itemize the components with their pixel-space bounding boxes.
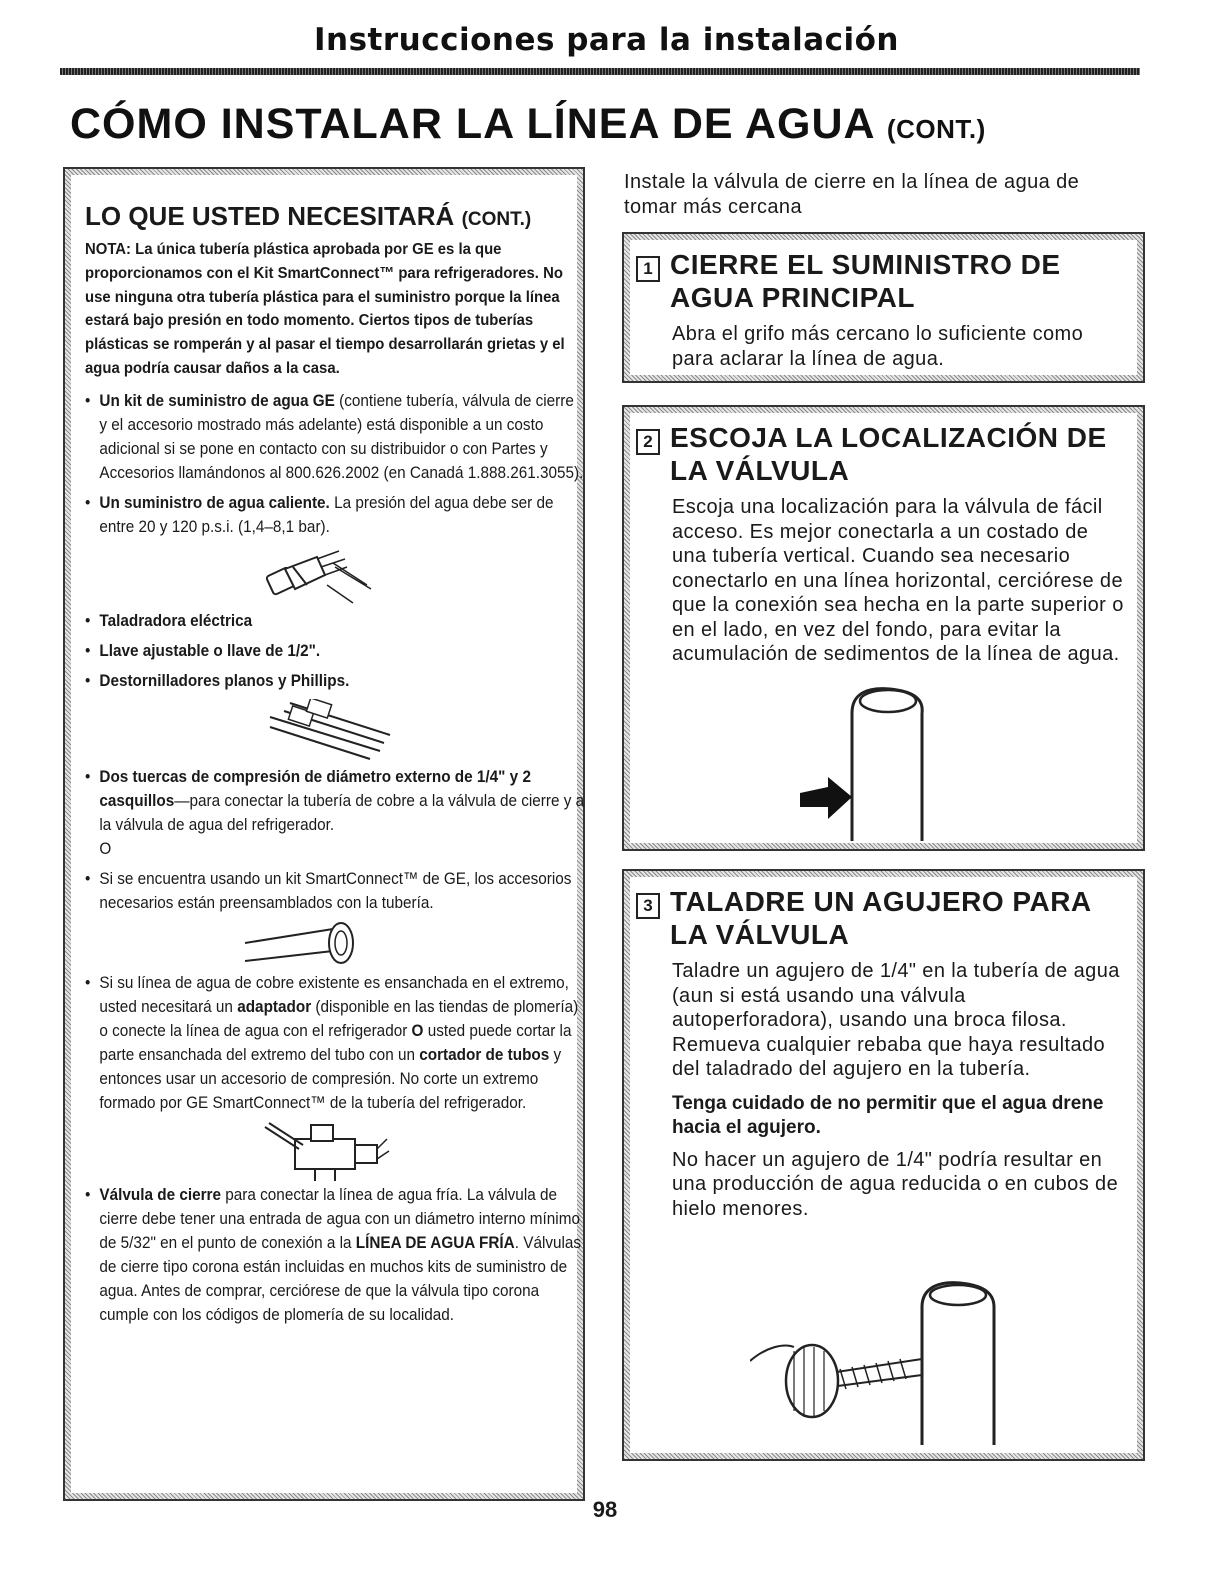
step-2-title: ESCOJA LA LOCALIZACIÓN DE LA VÁLVULA — [670, 422, 1107, 486]
electric-drill-icon — [255, 545, 395, 609]
bullet-icon: • — [85, 1184, 91, 1204]
step-3-panel — [622, 869, 1145, 1461]
item-bold: LÍNEA DE AGUA FRÍA — [355, 1232, 515, 1252]
intro-text: Instale la válvula de cierre en la línea de agua de tomar más cercana — [624, 171, 1080, 218]
list-item — [85, 867, 585, 915]
bullet-icon: • — [85, 390, 91, 410]
item-bold: Un suministro de agua caliente. — [99, 492, 330, 512]
or-label: O — [99, 838, 112, 858]
item-text: —para conectar la tubería de cobre a la válvula de cierre y a la válvula de agua del refrigerador. — [99, 790, 585, 834]
item-bold: Dos tuercas de compresión de diámetro externo de 1/4" y 2 casquillos — [99, 766, 531, 810]
item-bold: Un kit de suministro de agua GE — [99, 390, 335, 410]
bullet-icon: • — [85, 868, 91, 888]
item-bold: cortador de tubos — [419, 1044, 550, 1064]
list-item — [85, 491, 585, 539]
step-number-2: 2 — [636, 429, 660, 455]
list-item — [85, 609, 585, 633]
step-2-header — [636, 421, 1127, 487]
step-3-header — [636, 885, 1127, 951]
item-text: (contiene tubería, válvula de cierre y el accesorio mostrado más adelante) está disponible a un costo adicional si se pone en contacto con su distribuidor o con Partes y Accesorios llamándonos al 800.626.2002 (en Canadá 1.888.261.3055). — [99, 390, 584, 482]
step-2-body: Escoja una localización para la válvula de fácil acceso. Es mejor conectarla a un costado de una tubería vertical. Cuando sea necesario conectarlo en una línea horizontal, cerciórese de que la conexión sea hecha en la parte superior o en el lado, en vez del fondo, para evitar la acumulación de sedimentos de la línea de agua. — [672, 496, 1124, 665]
item-text: para conectar la línea de agua fría. La válvula de cierre debe tener una entrada de agua con un diámetro interno mínimo de 5/32" en el punto de conexión a la — [99, 1184, 580, 1252]
needs-panel — [63, 167, 585, 1501]
step-1-panel — [622, 232, 1145, 383]
item-text: Si su línea de agua de cobre existente es ensanchada en el extremo, usted necesitará un — [99, 972, 569, 1016]
list-item — [85, 389, 585, 485]
step-3-note: No hacer un agujero de 1/4" podría resultar en una producción de agua reducida o en cubos de hielo menores. — [672, 1148, 1119, 1220]
item-bold: O — [411, 1020, 424, 1040]
bullet-icon: • — [85, 492, 91, 512]
step-3-body: Taladre un agujero de 1/4" en la tubería de agua (aun si está usando una válvula autoperforadora), usando una broca filosa. Remueva cualquier rebaba que haya resultado del taladrado del agujero en la tubería. — [672, 960, 1120, 1080]
vertical-pipe-icon — [800, 673, 930, 843]
bullet-icon: • — [85, 766, 91, 786]
drill-pipe-icon — [750, 1277, 1010, 1447]
needs-heading-text: LO QUE USTED NECESITARÁ — [85, 201, 455, 231]
step-1-header — [636, 248, 1127, 314]
step-number-1: 1 — [636, 256, 660, 282]
item-bold: Taladradora eléctrica — [99, 610, 253, 630]
list-item — [85, 765, 585, 861]
item-text: La presión del agua debe ser de entre 20 y 120 p.s.i. (1,4–8,1 bar). — [99, 492, 554, 536]
item-text: . Válvulas de cierre tipo corona están incluidas en muchos kits de suministro de agua. Antes de comprar, cerciórese de que la válvula tipo corona cumple con los códigos de plomería de su localidad. — [99, 1232, 582, 1324]
step-1-title: CIERRE EL SUMINISTRO DE AGUA PRINCIPAL — [670, 249, 1061, 313]
list-item — [85, 1183, 585, 1327]
item-bold: Válvula de cierre — [99, 1184, 222, 1204]
item-bold: Llave ajustable o llave de 1/2". — [99, 640, 321, 660]
needs-heading-suffix: (CONT.) — [461, 209, 532, 230]
step-2-panel — [622, 405, 1145, 851]
header-divider — [60, 68, 1140, 75]
section-title-text: CÓMO INSTALAR LA LÍNEA DE AGUA — [70, 100, 874, 148]
compression-nuts-icon — [250, 699, 400, 765]
list-item — [85, 971, 585, 1115]
flared-tube-icon — [245, 921, 365, 971]
bullet-icon: • — [85, 640, 91, 660]
bullet-icon: • — [85, 670, 91, 690]
item-text: usted puede cortar la parte ensanchada del extremo del tubo con un — [99, 1020, 572, 1064]
item-bold: adaptador — [237, 996, 312, 1016]
step-number-3: 3 — [636, 893, 660, 919]
item-text: (disponible en las tiendas de plomería) o conecte la línea de agua con el refrigerador — [99, 996, 579, 1040]
section-title-suffix: (CONT.) — [886, 114, 986, 144]
section-title — [70, 100, 986, 149]
needs-heading — [85, 201, 565, 232]
list-item — [85, 669, 585, 693]
needs-note: NOTA: La única tubería plástica aprobada por GE es la que proporcionamos con el Kit SmartConnect™ para refrigeradores. No use ninguna otra tubería plástica para el suministro porque la línea estará bajo presión en todo momento. Ciertos tipos de tuberías plásticas se romperán y al pasar el tiempo desarrollarán grietas y el agua podría causar daños a la casa. — [85, 241, 565, 377]
item-bold: Destornilladores planos y Phillips. — [99, 670, 350, 690]
item-text: Si se encuentra usando un kit SmartConnect™ de GE, los accesorios necesarios están preensamblados con la tubería. — [99, 868, 572, 912]
page-header-title: Instrucciones para la instalación — [314, 22, 899, 58]
bullet-icon: • — [85, 610, 91, 630]
step-1-body: Abra el grifo más cercano lo suficiente como para aclarar la línea de agua. — [672, 323, 1084, 370]
step-3-title: TALADRE UN AGUJERO PARA LA VÁLVULA — [670, 886, 1091, 950]
step-3-warning: Tenga cuidado de no permitir que el agua drene hacia el agujero. — [672, 1092, 1104, 1138]
shutoff-valve-icon — [255, 1121, 395, 1183]
bullet-icon: • — [85, 972, 91, 992]
list-item — [85, 639, 585, 663]
page-number: 98 — [592, 1497, 618, 1522]
item-text: y entonces usar un accesorio de compresión. No corte un extremo formado por GE SmartConnect™ de la tubería del refrigerador. — [99, 1044, 562, 1112]
